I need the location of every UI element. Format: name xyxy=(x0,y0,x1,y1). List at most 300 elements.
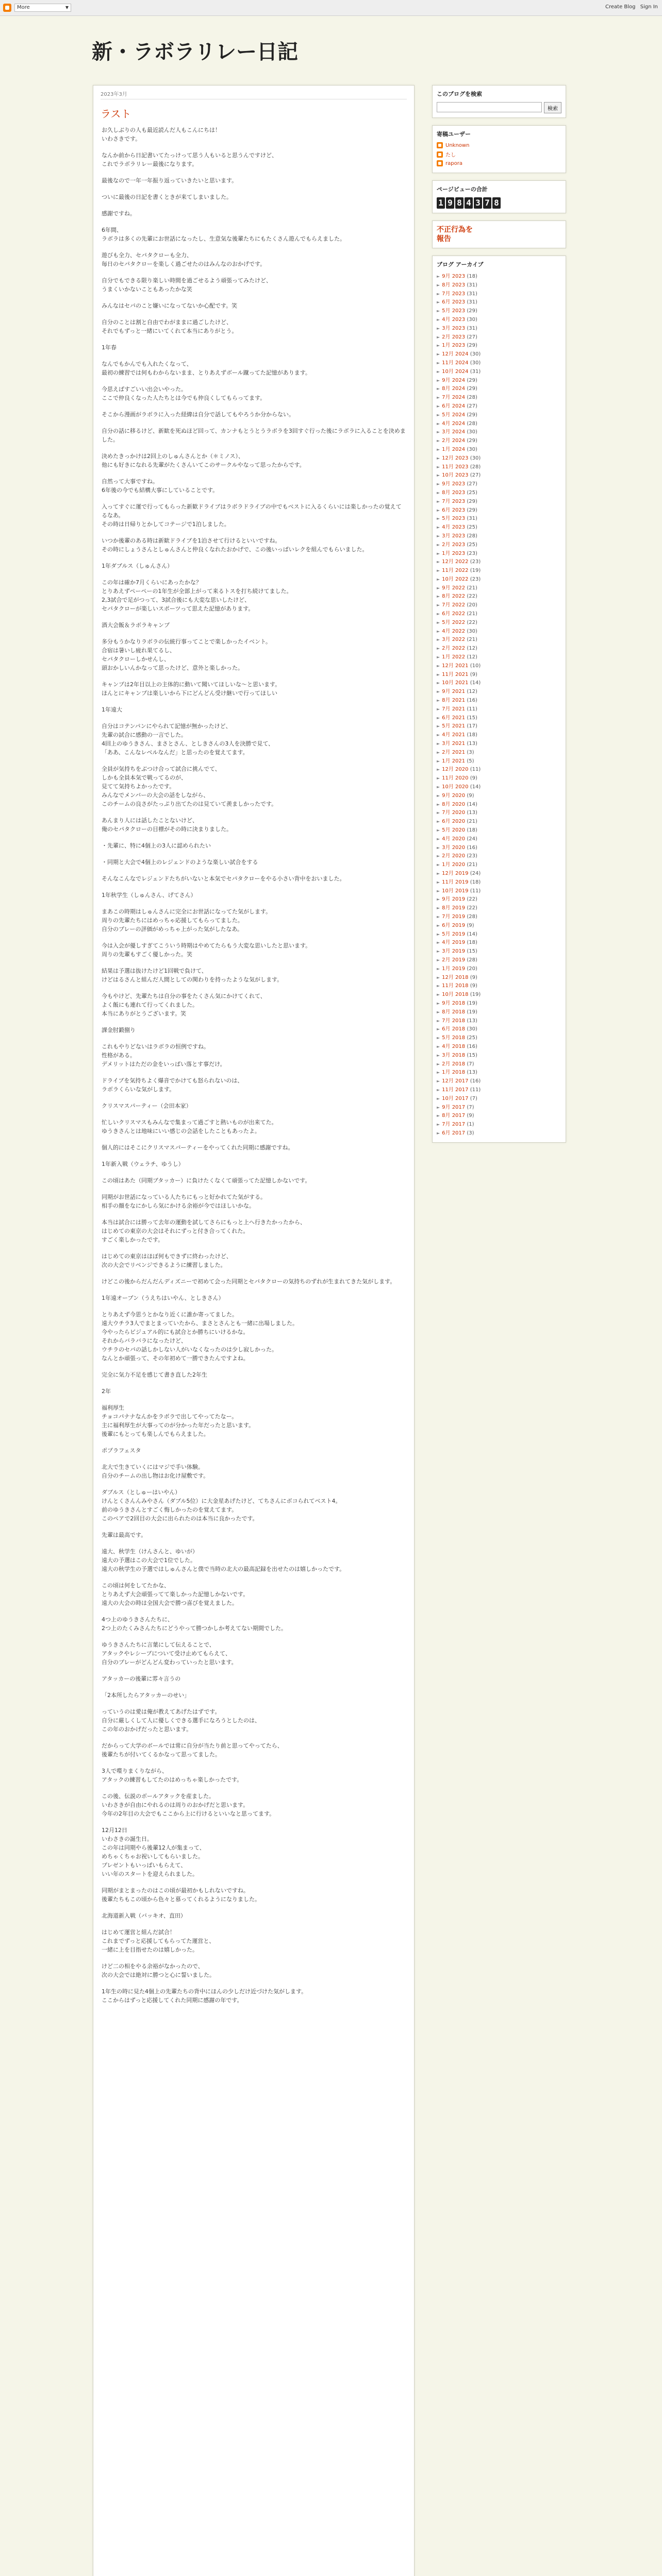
expand-triangle-icon[interactable]: ► xyxy=(437,733,440,738)
archive-month-link[interactable]: 9月 2022 xyxy=(442,585,466,591)
archive-month-link[interactable]: 4月 2023 xyxy=(442,524,466,531)
archive-item[interactable] xyxy=(437,688,561,697)
archive-month-link[interactable]: 5月 2018 xyxy=(442,1035,466,1041)
expand-triangle-icon[interactable]: ► xyxy=(437,975,440,980)
blog-title[interactable]: 新・ラボラリレー日記 xyxy=(92,40,298,64)
archive-month-link[interactable]: 7月 2021 xyxy=(442,706,466,712)
archive-item[interactable] xyxy=(437,1060,561,1069)
archive-month-link[interactable]: 8月 2019 xyxy=(442,905,466,911)
archive-item[interactable] xyxy=(437,601,561,610)
archive-item[interactable] xyxy=(437,974,561,982)
archive-month-link[interactable]: 6月 2023 xyxy=(442,507,466,513)
expand-triangle-icon[interactable]: ► xyxy=(437,1122,440,1127)
archive-month-link[interactable]: 8月 2021 xyxy=(442,698,466,704)
archive-item[interactable] xyxy=(437,792,561,801)
expand-triangle-icon[interactable]: ► xyxy=(437,836,440,841)
archive-month-link[interactable]: 11月 2024 xyxy=(442,360,469,366)
expand-triangle-icon[interactable]: ► xyxy=(437,594,440,599)
expand-triangle-icon[interactable]: ► xyxy=(437,672,440,677)
archive-month-link[interactable]: 7月 2017 xyxy=(442,1122,466,1128)
archive-month-link[interactable]: 1月 2020 xyxy=(442,862,466,868)
archive-month-link[interactable]: 4月 2022 xyxy=(442,628,466,634)
archive-month-link[interactable]: 11月 2019 xyxy=(442,879,469,885)
expand-triangle-icon[interactable]: ► xyxy=(437,343,440,348)
archive-month-link[interactable]: 9月 2021 xyxy=(442,689,466,695)
archive-item[interactable] xyxy=(437,420,561,429)
create-blog-link[interactable]: Create Blog xyxy=(605,4,636,10)
archive-item[interactable] xyxy=(437,1008,561,1017)
archive-item[interactable] xyxy=(437,982,561,991)
archive-item[interactable] xyxy=(437,705,561,714)
expand-triangle-icon[interactable]: ► xyxy=(437,949,440,954)
expand-triangle-icon[interactable]: ► xyxy=(437,914,440,919)
archive-month-link[interactable]: 5月 2023 xyxy=(442,308,466,314)
search-button[interactable]: 検索 xyxy=(544,102,561,113)
archive-item[interactable] xyxy=(437,463,561,472)
archive-item[interactable] xyxy=(437,878,561,887)
archive-item[interactable] xyxy=(437,506,561,515)
expand-triangle-icon[interactable]: ► xyxy=(437,923,440,928)
expand-triangle-icon[interactable]: ► xyxy=(437,1113,440,1118)
expand-triangle-icon[interactable]: ► xyxy=(437,984,440,989)
expand-triangle-icon[interactable]: ► xyxy=(437,1105,440,1110)
archive-month-link[interactable]: 2月 2019 xyxy=(442,957,466,963)
archive-item[interactable] xyxy=(437,645,561,653)
archive-month-link[interactable]: 8月 2020 xyxy=(442,801,466,807)
archive-month-link[interactable]: 2月 2024 xyxy=(442,438,466,444)
expand-triangle-icon[interactable]: ► xyxy=(437,585,440,590)
expand-triangle-icon[interactable]: ► xyxy=(437,542,440,547)
expand-triangle-icon[interactable]: ► xyxy=(437,438,440,444)
archive-month-link[interactable]: 4月 2018 xyxy=(442,1043,466,1049)
archive-item[interactable] xyxy=(437,809,561,818)
expand-triangle-icon[interactable]: ► xyxy=(437,957,440,962)
expand-triangle-icon[interactable]: ► xyxy=(437,750,440,755)
archive-month-link[interactable]: 8月 2022 xyxy=(442,594,466,600)
expand-triangle-icon[interactable]: ► xyxy=(437,386,440,392)
archive-month-link[interactable]: 1月 2022 xyxy=(442,654,466,660)
archive-month-link[interactable]: 9月 2020 xyxy=(442,792,466,799)
archive-month-link[interactable]: 3月 2019 xyxy=(442,948,466,955)
archive-item[interactable] xyxy=(437,835,561,844)
archive-item[interactable] xyxy=(437,385,561,394)
archive-item[interactable] xyxy=(437,307,561,316)
archive-item[interactable] xyxy=(437,368,561,377)
archive-item[interactable] xyxy=(437,489,561,498)
archive-item[interactable] xyxy=(437,325,561,333)
archive-month-link[interactable]: 9月 2018 xyxy=(442,1000,466,1006)
archive-item[interactable] xyxy=(437,757,561,766)
archive-item[interactable] xyxy=(437,844,561,853)
expand-triangle-icon[interactable]: ► xyxy=(437,1087,440,1092)
archive-item[interactable] xyxy=(437,290,561,299)
archive-month-link[interactable]: 2月 2023 xyxy=(442,541,466,548)
expand-triangle-icon[interactable]: ► xyxy=(437,464,440,469)
expand-triangle-icon[interactable]: ► xyxy=(437,403,440,409)
expand-triangle-icon[interactable]: ► xyxy=(437,793,440,798)
expand-triangle-icon[interactable]: ► xyxy=(437,1027,440,1032)
archive-item[interactable] xyxy=(437,999,561,1008)
archive-item[interactable] xyxy=(437,714,561,723)
archive-month-link[interactable]: 10月 2018 xyxy=(442,992,469,998)
archive-item[interactable] xyxy=(437,541,561,550)
report-abuse-link[interactable] xyxy=(437,226,473,243)
expand-triangle-icon[interactable]: ► xyxy=(437,681,440,686)
expand-triangle-icon[interactable]: ► xyxy=(437,421,440,426)
archive-item[interactable] xyxy=(437,377,561,385)
archive-item[interactable] xyxy=(437,722,561,731)
archive-item[interactable] xyxy=(437,1129,561,1138)
archive-item[interactable] xyxy=(437,454,561,463)
archive-month-link[interactable]: 6月 2022 xyxy=(442,611,466,617)
archive-month-link[interactable]: 10月 2019 xyxy=(442,888,469,894)
archive-month-link[interactable]: 4月 2021 xyxy=(442,732,466,738)
archive-item[interactable] xyxy=(437,636,561,645)
expand-triangle-icon[interactable]: ► xyxy=(437,1001,440,1006)
expand-triangle-icon[interactable]: ► xyxy=(437,663,440,668)
expand-triangle-icon[interactable]: ► xyxy=(437,906,440,911)
archive-item[interactable] xyxy=(437,774,561,783)
archive-item[interactable] xyxy=(437,991,561,999)
archive-month-link[interactable]: 5月 2020 xyxy=(442,827,466,833)
expand-triangle-icon[interactable]: ► xyxy=(437,715,440,720)
expand-triangle-icon[interactable]: ► xyxy=(437,992,440,997)
expand-triangle-icon[interactable]: ► xyxy=(437,482,440,487)
archive-item[interactable] xyxy=(437,1112,561,1121)
archive-item[interactable] xyxy=(437,904,561,913)
expand-triangle-icon[interactable]: ► xyxy=(437,516,440,521)
expand-triangle-icon[interactable]: ► xyxy=(437,473,440,478)
expand-triangle-icon[interactable]: ► xyxy=(437,499,440,504)
archive-month-link[interactable]: 11月 2017 xyxy=(442,1087,469,1093)
archive-item[interactable] xyxy=(437,662,561,671)
expand-triangle-icon[interactable]: ► xyxy=(437,646,440,651)
archive-month-link[interactable]: 8月 2023 xyxy=(442,282,466,288)
expand-triangle-icon[interactable]: ► xyxy=(437,352,440,357)
archive-month-link[interactable]: 3月 2020 xyxy=(442,844,466,851)
expand-triangle-icon[interactable]: ► xyxy=(437,1130,440,1136)
archive-month-link[interactable]: 12月 2021 xyxy=(442,663,469,669)
expand-triangle-icon[interactable]: ► xyxy=(437,1053,440,1058)
expand-triangle-icon[interactable]: ► xyxy=(437,1044,440,1049)
expand-triangle-icon[interactable]: ► xyxy=(437,940,440,945)
archive-month-link[interactable]: 4月 2019 xyxy=(442,940,466,946)
archive-item[interactable] xyxy=(437,471,561,480)
archive-item[interactable] xyxy=(437,887,561,896)
archive-item[interactable] xyxy=(437,870,561,878)
archive-month-link[interactable]: 6月 2017 xyxy=(442,1130,466,1136)
archive-month-link[interactable]: 4月 2023 xyxy=(442,316,466,323)
archive-item[interactable] xyxy=(437,671,561,680)
expand-triangle-icon[interactable]: ► xyxy=(437,551,440,556)
expand-triangle-icon[interactable]: ► xyxy=(437,629,440,634)
archive-month-link[interactable]: 11月 2018 xyxy=(442,983,469,989)
expand-triangle-icon[interactable]: ► xyxy=(437,378,440,383)
archive-month-link[interactable]: 10月 2021 xyxy=(442,680,469,686)
archive-item[interactable] xyxy=(437,498,561,506)
expand-triangle-icon[interactable]: ► xyxy=(437,802,440,807)
archive-month-link[interactable]: 1月 2024 xyxy=(442,446,466,452)
archive-item[interactable] xyxy=(437,826,561,835)
archive-month-link[interactable]: 2月 2023 xyxy=(442,334,466,340)
expand-triangle-icon[interactable]: ► xyxy=(437,724,440,729)
archive-item[interactable] xyxy=(437,428,561,437)
archive-month-link[interactable]: 9月 2023 xyxy=(442,274,466,279)
archive-item[interactable] xyxy=(437,653,561,662)
archive-month-link[interactable]: 3月 2018 xyxy=(442,1052,466,1058)
archive-item[interactable] xyxy=(437,801,561,809)
expand-triangle-icon[interactable]: ► xyxy=(437,854,440,859)
archive-month-link[interactable]: 10月 2024 xyxy=(442,368,469,375)
archive-item[interactable] xyxy=(437,619,561,628)
archive-month-link[interactable]: 3月 2021 xyxy=(442,741,466,747)
archive-month-link[interactable]: 11月 2021 xyxy=(442,671,469,677)
archive-month-link[interactable]: 1月 2021 xyxy=(442,758,466,764)
archive-month-link[interactable]: 6月 2020 xyxy=(442,819,466,825)
expand-triangle-icon[interactable]: ► xyxy=(437,966,440,971)
post-title[interactable]: ラスト xyxy=(101,108,131,120)
archive-month-link[interactable]: 12月 2019 xyxy=(442,870,469,876)
expand-triangle-icon[interactable]: ► xyxy=(437,810,440,816)
expand-triangle-icon[interactable]: ► xyxy=(437,1079,440,1084)
archive-item[interactable] xyxy=(437,394,561,402)
archive-month-link[interactable]: 5月 2021 xyxy=(442,723,466,730)
archive-item[interactable] xyxy=(437,818,561,826)
archive-item[interactable] xyxy=(437,567,561,575)
archive-item[interactable] xyxy=(437,679,561,688)
archive-item[interactable] xyxy=(437,437,561,446)
expand-triangle-icon[interactable]: ► xyxy=(437,819,440,824)
search-input[interactable] xyxy=(437,102,542,112)
archive-item[interactable] xyxy=(437,1043,561,1052)
archive-month-link[interactable]: 3月 2023 xyxy=(442,533,466,539)
contributor-link[interactable]: たし xyxy=(445,152,456,158)
archive-item[interactable] xyxy=(437,895,561,904)
archive-item[interactable] xyxy=(437,342,561,350)
archive-item[interactable] xyxy=(437,333,561,342)
expand-triangle-icon[interactable]: ► xyxy=(437,758,440,764)
expand-triangle-icon[interactable]: ► xyxy=(437,490,440,495)
expand-triangle-icon[interactable]: ► xyxy=(437,1036,440,1041)
expand-triangle-icon[interactable]: ► xyxy=(437,612,440,617)
archive-item[interactable] xyxy=(437,922,561,930)
expand-triangle-icon[interactable]: ► xyxy=(437,1061,440,1066)
expand-triangle-icon[interactable]: ► xyxy=(437,603,440,608)
archive-month-link[interactable]: 1月 2023 xyxy=(442,343,466,349)
archive-month-link[interactable]: 7月 2023 xyxy=(442,498,466,504)
archive-month-link[interactable]: 10月 2020 xyxy=(442,784,469,790)
expand-triangle-icon[interactable]: ► xyxy=(437,862,440,868)
archive-item[interactable] xyxy=(437,930,561,939)
archive-item[interactable] xyxy=(437,350,561,359)
archive-month-link[interactable]: 1月 2019 xyxy=(442,965,466,972)
expand-triangle-icon[interactable]: ► xyxy=(437,334,440,340)
archive-item[interactable] xyxy=(437,592,561,601)
archive-month-link[interactable]: 4月 2024 xyxy=(442,420,466,427)
archive-item[interactable] xyxy=(437,610,561,619)
archive-item[interactable] xyxy=(437,550,561,558)
archive-item[interactable] xyxy=(437,273,561,281)
archive-item[interactable] xyxy=(437,515,561,523)
archive-item[interactable] xyxy=(437,411,561,420)
archive-item[interactable] xyxy=(437,852,561,861)
archive-item[interactable] xyxy=(437,783,561,792)
archive-month-link[interactable]: 6月 2018 xyxy=(442,1026,466,1032)
archive-month-link[interactable]: 1月 2018 xyxy=(442,1070,466,1076)
archive-item[interactable] xyxy=(437,861,561,870)
expand-triangle-icon[interactable]: ► xyxy=(437,369,440,374)
archive-month-link[interactable]: 8月 2018 xyxy=(442,1009,466,1015)
archive-item[interactable] xyxy=(437,480,561,489)
expand-triangle-icon[interactable]: ► xyxy=(437,1009,440,1014)
archive-month-link[interactable]: 7月 2020 xyxy=(442,810,466,816)
archive-month-link[interactable]: 5月 2024 xyxy=(442,412,466,418)
expand-triangle-icon[interactable]: ► xyxy=(437,706,440,711)
archive-month-link[interactable]: 7月 2023 xyxy=(442,291,466,297)
contributor-item[interactable] xyxy=(437,150,561,158)
archive-item[interactable] xyxy=(437,956,561,965)
contributor-link[interactable]: rapora xyxy=(445,160,462,166)
archive-month-link[interactable]: 12月 2022 xyxy=(442,559,469,565)
archive-item[interactable] xyxy=(437,1121,561,1129)
archive-item[interactable] xyxy=(437,749,561,757)
archive-month-link[interactable]: 7月 2019 xyxy=(442,913,466,920)
expand-triangle-icon[interactable]: ► xyxy=(437,447,440,452)
archive-month-link[interactable]: 7月 2018 xyxy=(442,1018,466,1024)
expand-triangle-icon[interactable]: ► xyxy=(437,1096,440,1101)
expand-triangle-icon[interactable]: ► xyxy=(437,577,440,582)
archive-item[interactable] xyxy=(437,281,561,290)
archive-item[interactable] xyxy=(437,298,561,307)
archive-item[interactable] xyxy=(437,947,561,956)
archive-month-link[interactable]: 4月 2020 xyxy=(442,836,466,842)
sign-in-link[interactable]: Sign In xyxy=(640,4,658,10)
archive-item[interactable] xyxy=(437,359,561,368)
archive-month-link[interactable]: 11月 2022 xyxy=(442,568,469,574)
expand-triangle-icon[interactable]: ► xyxy=(437,931,440,937)
archive-month-link[interactable]: 11月 2023 xyxy=(442,464,469,470)
expand-triangle-icon[interactable]: ► xyxy=(437,620,440,625)
archive-month-link[interactable]: 9月 2017 xyxy=(442,1104,466,1110)
archive-item[interactable] xyxy=(437,316,561,325)
archive-item[interactable] xyxy=(437,532,561,541)
expand-triangle-icon[interactable]: ► xyxy=(437,430,440,435)
archive-item[interactable] xyxy=(437,939,561,947)
expand-triangle-icon[interactable]: ► xyxy=(437,888,440,893)
expand-triangle-icon[interactable]: ► xyxy=(437,282,440,287)
archive-month-link[interactable]: 8月 2024 xyxy=(442,386,466,392)
expand-triangle-icon[interactable]: ► xyxy=(437,879,440,885)
archive-month-link[interactable]: 5月 2022 xyxy=(442,619,466,625)
archive-item[interactable] xyxy=(437,731,561,740)
archive-month-link[interactable]: 2月 2022 xyxy=(442,646,466,652)
archive-item[interactable] xyxy=(437,740,561,749)
archive-month-link[interactable]: 11月 2020 xyxy=(442,775,469,782)
expand-triangle-icon[interactable]: ► xyxy=(437,326,440,331)
archive-month-link[interactable]: 8月 2017 xyxy=(442,1113,466,1119)
archive-month-link[interactable]: 2月 2021 xyxy=(442,749,466,755)
expand-triangle-icon[interactable]: ► xyxy=(437,828,440,833)
expand-triangle-icon[interactable]: ► xyxy=(437,785,440,790)
archive-month-link[interactable]: 9月 2019 xyxy=(442,896,466,903)
archive-month-link[interactable]: 9月 2023 xyxy=(442,481,466,487)
expand-triangle-icon[interactable]: ► xyxy=(437,455,440,461)
archive-item[interactable] xyxy=(437,1086,561,1095)
expand-triangle-icon[interactable]: ► xyxy=(437,507,440,513)
archive-month-link[interactable]: 12月 2024 xyxy=(442,351,469,358)
expand-triangle-icon[interactable]: ► xyxy=(437,1070,440,1075)
expand-triangle-icon[interactable]: ► xyxy=(437,637,440,642)
archive-month-link[interactable]: 7月 2024 xyxy=(442,395,466,401)
archive-month-link[interactable]: 12月 2020 xyxy=(442,767,469,773)
archive-month-link[interactable]: 12月 2017 xyxy=(442,1078,469,1084)
archive-item[interactable] xyxy=(437,446,561,454)
archive-item[interactable] xyxy=(437,628,561,636)
expand-triangle-icon[interactable]: ► xyxy=(437,317,440,322)
more-dropdown[interactable] xyxy=(14,4,71,12)
archive-item[interactable] xyxy=(437,402,561,411)
contributor-item[interactable] xyxy=(437,160,561,166)
expand-triangle-icon[interactable]: ► xyxy=(437,776,440,781)
archive-item[interactable] xyxy=(437,584,561,593)
archive-month-link[interactable]: 6月 2024 xyxy=(442,403,466,409)
expand-triangle-icon[interactable]: ► xyxy=(437,741,440,747)
archive-item[interactable] xyxy=(437,965,561,974)
archive-month-link[interactable]: 8月 2023 xyxy=(442,489,466,496)
archive-item[interactable] xyxy=(437,523,561,532)
contributor-link[interactable]: Unknown xyxy=(445,142,470,148)
archive-item[interactable] xyxy=(437,1052,561,1060)
expand-triangle-icon[interactable]: ► xyxy=(437,871,440,876)
archive-month-link[interactable]: 6月 2021 xyxy=(442,715,466,721)
expand-triangle-icon[interactable]: ► xyxy=(437,767,440,772)
archive-item[interactable] xyxy=(437,697,561,705)
expand-triangle-icon[interactable]: ► xyxy=(437,698,440,703)
archive-month-link[interactable]: 12月 2018 xyxy=(442,974,469,980)
archive-month-link[interactable]: 2月 2018 xyxy=(442,1061,466,1067)
archive-month-link[interactable]: 10月 2023 xyxy=(442,472,469,479)
expand-triangle-icon[interactable]: ► xyxy=(437,525,440,530)
archive-month-link[interactable]: 6月 2019 xyxy=(442,922,466,928)
archive-item[interactable] xyxy=(437,1025,561,1034)
contributor-item[interactable] xyxy=(437,142,561,148)
archive-item[interactable] xyxy=(437,766,561,774)
expand-triangle-icon[interactable]: ► xyxy=(437,309,440,314)
archive-month-link[interactable]: 5月 2023 xyxy=(442,516,466,522)
archive-month-link[interactable]: 3月 2024 xyxy=(442,429,466,435)
archive-item[interactable] xyxy=(437,913,561,922)
archive-month-link[interactable]: 2月 2020 xyxy=(442,853,466,859)
archive-month-link[interactable]: 10月 2017 xyxy=(442,1095,469,1101)
expand-triangle-icon[interactable]: ► xyxy=(437,560,440,565)
expand-triangle-icon[interactable]: ► xyxy=(437,360,440,365)
expand-triangle-icon[interactable]: ► xyxy=(437,1018,440,1023)
archive-item[interactable] xyxy=(437,1069,561,1077)
expand-triangle-icon[interactable]: ► xyxy=(437,274,440,279)
archive-month-link[interactable]: 10月 2022 xyxy=(442,576,469,582)
archive-item[interactable] xyxy=(437,575,561,584)
archive-month-link[interactable]: 6月 2023 xyxy=(442,299,466,306)
archive-month-link[interactable]: 9月 2024 xyxy=(442,377,466,383)
archive-month-link[interactable]: 5月 2019 xyxy=(442,931,466,937)
expand-triangle-icon[interactable]: ► xyxy=(437,568,440,573)
expand-triangle-icon[interactable]: ► xyxy=(437,689,440,694)
archive-item[interactable] xyxy=(437,1104,561,1112)
archive-month-link[interactable]: 12月 2023 xyxy=(442,455,469,461)
archive-month-link[interactable]: 3月 2022 xyxy=(442,637,466,643)
expand-triangle-icon[interactable]: ► xyxy=(437,655,440,660)
blogger-logo-icon[interactable] xyxy=(3,4,11,12)
